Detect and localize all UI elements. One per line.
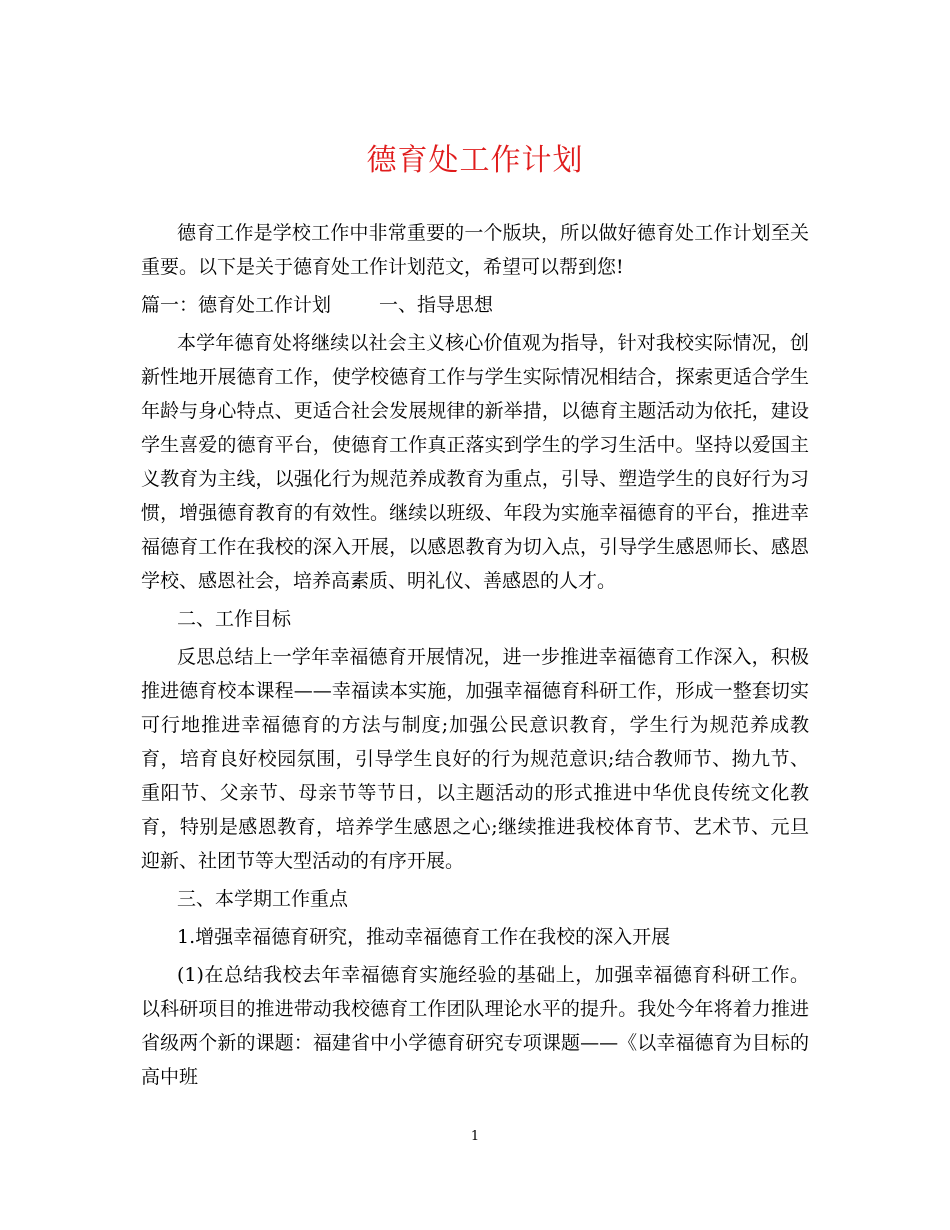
guiding-heading: 一、指导思想: [379, 294, 494, 316]
guiding-paragraph: 本学年德育处将继续以社会主义核心价值观为指导，针对我校实际情况，创新性地开展德育工作，使学校德育工作与学生实际情况相结合，探索更适合学生年龄与身心特点、更适合社会发展规律的新举措，以德育主题活动为依托，建设学生喜爱的德育平台，使德育工作真正落实到学生的学习生活中。坚持以爱国主义教育为主线，以强化行为规范养成教育为重点，引导、塑造学生的良好行为习惯，增强德育教育的有效性。继续以班级、年段为实施幸福德育的平台，推进幸福德育工作在我校的深入开展，以感恩教育为切入点，引导学生感恩师长、感恩学校、感恩社会，培养高素质、明礼仪、善感恩的人才。: [141, 332, 809, 592]
document-body: [141, 216, 809, 1098]
goal-paragraph: 反思总结上一学年幸福德育开展情况，进一步推进幸福德育工作深入，积极推进德育校本课程——幸福读本实施，加强幸福德育科研工作，形成一整套切实可行地推进幸福德育的方法与制度;加强公民意识教育，学生行为规范养成教育，培育良好校园氛围，引导学生良好的行为规范意识;结合教师节、拗九节、重阳节、父亲节、母亲节等节日，以主题活动的形式推进中华优良传统文化教育，特别是感恩教育，培养学生感恩之心;继续推进我校体育节、艺术节、元旦迎新、社团节等大型活动的有序开展。: [141, 646, 809, 872]
section-title: 篇一：德育处工作计划: [141, 294, 332, 316]
goal-heading: 二、工作目标: [177, 608, 292, 630]
document-title: 德育处工作计划: [366, 143, 584, 178]
focus-heading: 三、本学期工作重点: [177, 888, 349, 910]
focus-sub-item-1: (1)在总结我校去年幸福德育实施经验的基础上，加强幸福德育科研工作。以科研项目的推进带动我校德育工作团队理论水平的提升。我处今年将着力推进省级两个新的课题：福建省中小学德育研究专项课题——《以幸福德育为目标的高中班: [141, 964, 809, 1088]
focus-item-1: 1.增强幸福德育研究，推动幸福德育工作在我校的深入开展: [177, 926, 671, 948]
intro-paragraph: 德育工作是学校工作中非常重要的一个版块，所以做好德育处工作计划至关重要。以下是关于德育处工作计划范文，希望可以帮到您!: [141, 222, 809, 278]
section-heading-line: [141, 288, 809, 322]
page-number: 1: [470, 1129, 480, 1144]
